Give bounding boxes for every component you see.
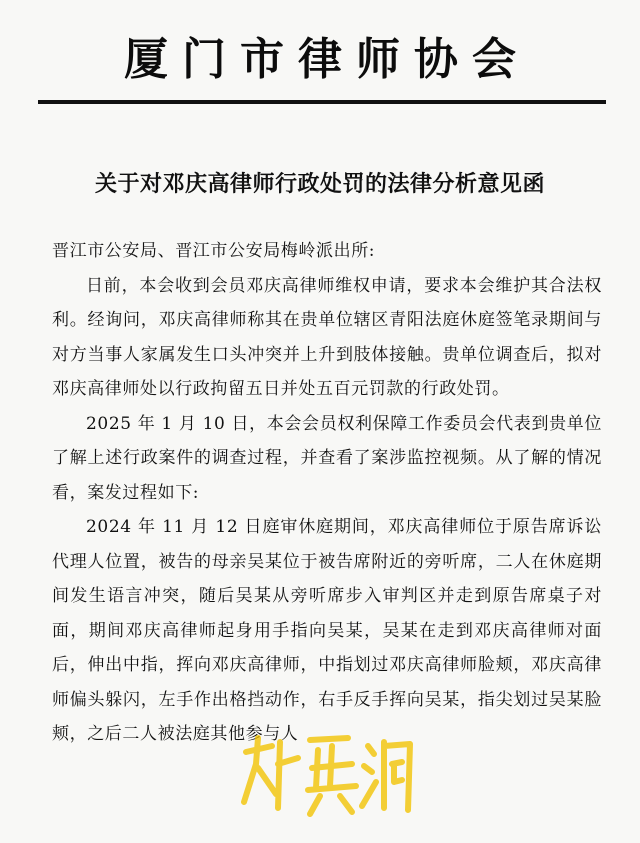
salutation: 晋江市公安局、晋江市公安局梅岭派出所: — [52, 241, 376, 261]
document-body — [52, 234, 602, 752]
letterhead-divider — [38, 100, 606, 104]
letterhead-org-name: 厦门市律师协会 — [124, 34, 530, 85]
paragraph: 日前，本会收到会员邓庆高律师维权申请，要求本会维护其合法权利。经询问，邓庆高律师称其在贵单位辖区青阳法庭休庭签笔录期间与对方当事人家属发生口头冲突并上升到肢体接触。贵单位调查后，拟对邓庆高律师处以行政拘留五日并处五百元罚款的行政处罚。 — [52, 275, 602, 399]
watermark-stroke — [308, 738, 356, 814]
watermark-stroke — [244, 738, 298, 808]
paragraph: 2024 年 11 月 12 日庭审休庭期间，邓庆高律师位于原告席诉讼代理人位置，被告的母亲吴某位于被告席附近的旁听席，二人在休庭期间发生语言冲突，随后吴某从旁听席步入审判区并走到原告席桌子对面，期间邓庆高律师起身用手指向吴某，吴某在走到邓庆高律师对面后，伸出中指，挥向邓庆高律师，中指划过邓庆高律师脸颊，邓庆高律师偏头躲闪，左手作出格挡动作，右手反手挥向吴某，指尖划过吴某脸颊，之后二人被法庭其他参与人 — [52, 517, 602, 744]
news-watermark-logo — [228, 724, 418, 824]
paragraph: 2025 年 1 月 10 日，本会会员权利保障工作委员会代表到贵单位了解上述行政案件的调查过程，并查看了案涉监控视频。从了解的情况看，案发过程如下: — [52, 413, 602, 503]
watermark-stroke — [362, 742, 410, 810]
document-title: 关于对邓庆高律师行政处罚的法律分析意见函 — [94, 172, 545, 197]
